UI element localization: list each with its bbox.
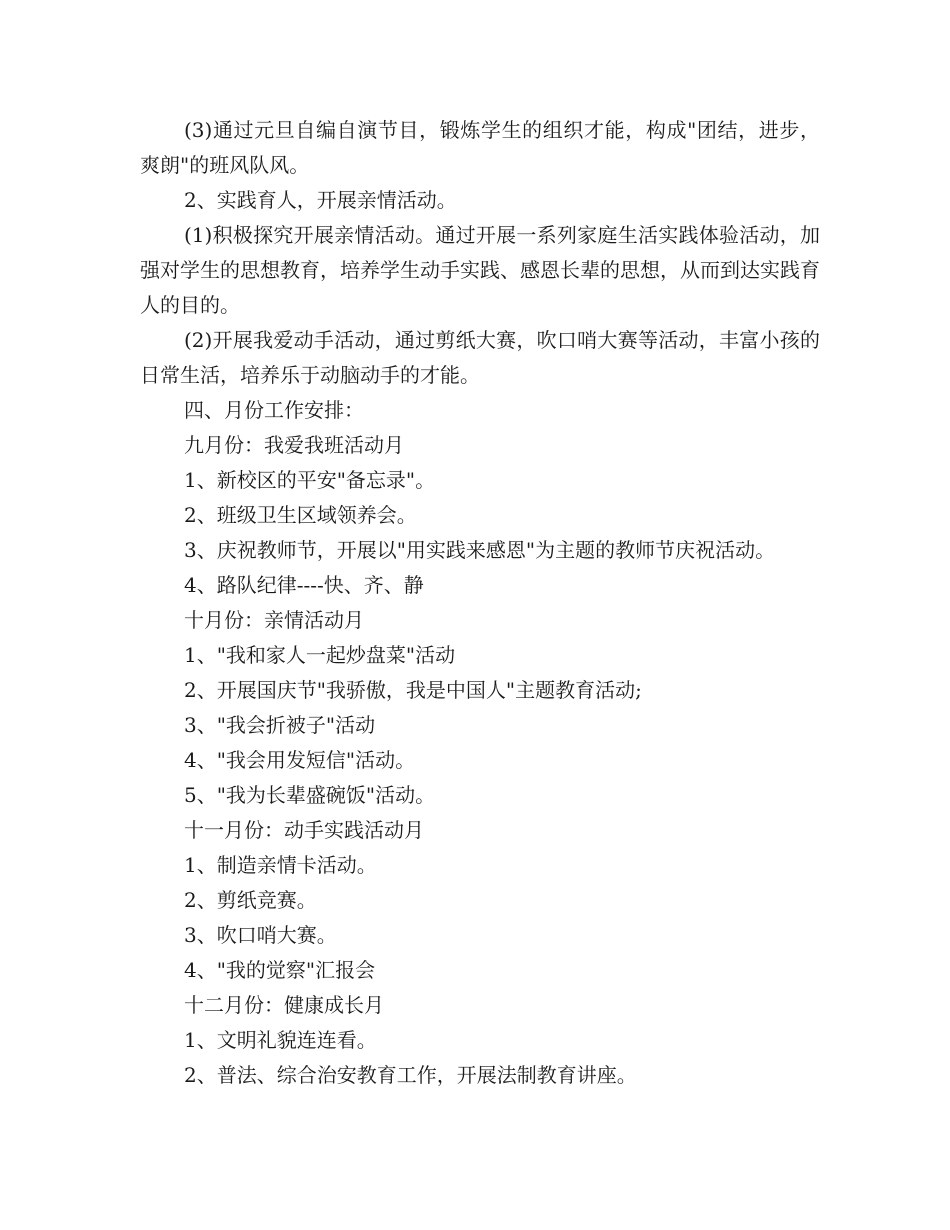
list-item: 2、开展国庆节"我骄傲，我是中国人"主题教育活动; [184, 678, 642, 702]
list-item: 5、"我为长辈盛碗饭"活动。 [184, 783, 436, 807]
list-item: 1、"我和家人一起炒盘菜"活动 [184, 643, 456, 667]
list-item: 4、"我的觉察"汇报会 [184, 958, 376, 982]
list-item: 4、路队纪律----快、齐、静 [184, 573, 424, 597]
paragraph-item-2-hands-on: (2)开展我爱动手活动，通过剪纸大赛，吹口哨大赛等活动，丰富小孩的日常生活，培养乐于动脑动手的才能。 [140, 328, 820, 387]
list-item: 3、吹口哨大赛。 [184, 923, 337, 947]
list-item: 4、"我会用发短信"活动。 [184, 748, 416, 772]
month-heading-december: 十二月份：健康成长月 [184, 993, 384, 1017]
document-body [140, 113, 820, 1093]
list-item: 2、剪纸竞赛。 [184, 888, 317, 912]
section-heading-practice: 2、实践育人，开展亲情活动。 [184, 188, 457, 212]
paragraph-item-1-family-activity: (1)积极探究开展亲情活动。通过开展一系列家庭生活实践体验活动，加强对学生的思想教育，培养学生动手实践、感恩长辈的思想，从而到达实践育人的目的。 [140, 223, 820, 317]
month-heading-october: 十月份：亲情活动月 [184, 608, 364, 632]
section-heading-monthly-plan: 四、月份工作安排： [184, 398, 364, 422]
list-item: 3、"我会折被子"活动 [184, 713, 376, 737]
list-item: 2、班级卫生区域领养会。 [184, 503, 417, 527]
list-item: 1、制造亲情卡活动。 [184, 853, 377, 877]
list-item: 1、文明礼貌连连看。 [184, 1028, 377, 1052]
month-heading-november: 十一月份：动手实践活动月 [184, 818, 424, 842]
list-item: 3、庆祝教师节，开展以"用实践来感恩"为主题的教师节庆祝活动。 [184, 538, 776, 562]
paragraph-item-3-new-year: (3)通过元旦自编自演节目，锻炼学生的组织才能，构成"团结，进步，爽朗"的班风队风。 [140, 118, 820, 177]
list-item: 2、普法、综合治安教育工作，开展法制教育讲座。 [184, 1063, 637, 1087]
list-item: 1、新校区的平安"备忘录"。 [184, 468, 436, 492]
month-heading-september: 九月份：我爱我班活动月 [184, 433, 404, 457]
